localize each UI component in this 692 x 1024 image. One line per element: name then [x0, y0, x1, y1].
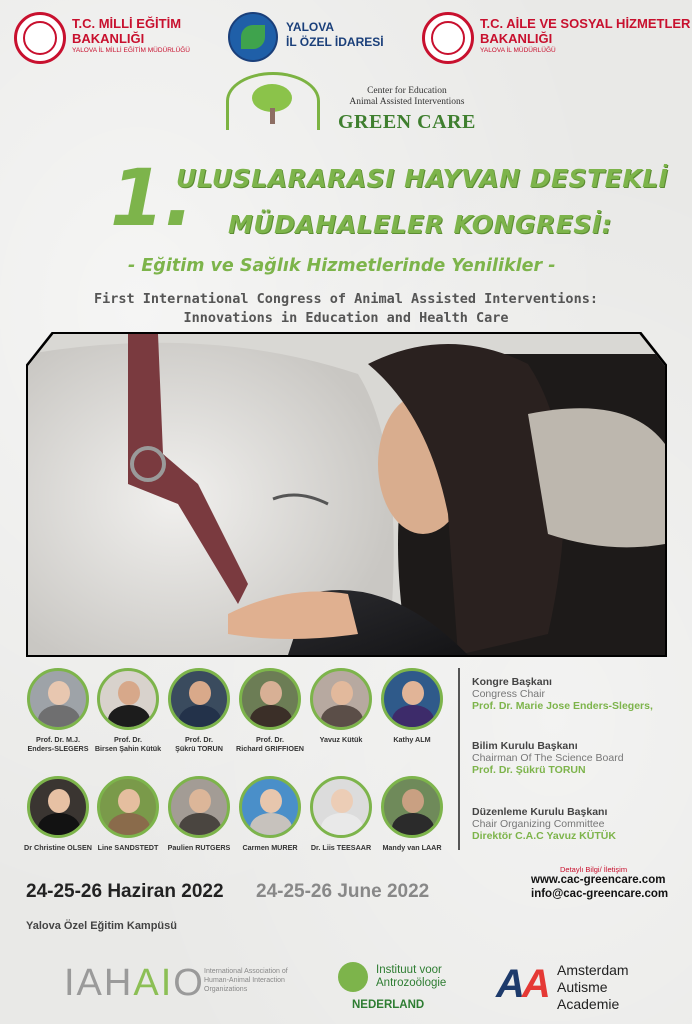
iahaio-sub-line1: International Association of [204, 968, 288, 975]
meb-sub: YALOVA İL MİLLİ EĞİTİM MÜDÜRLÜĞÜ [72, 47, 190, 54]
science-en: Chairman Of The Science Board [472, 752, 624, 764]
committee-organizing [472, 806, 616, 842]
speaker-name-line2: Enders-SLEGERS [27, 744, 89, 753]
speaker-avatar [27, 776, 89, 838]
iahaio-logo [64, 962, 205, 1005]
date-tr: 24-25-26 Haziran 2022 [26, 881, 224, 902]
science-title: Bilim Kurulu Başkanı [472, 740, 578, 752]
green-care-line1: Center for Education [367, 86, 447, 96]
speaker-name-line1: Yavuz Kütük [319, 735, 363, 744]
speaker-avatar [239, 776, 301, 838]
speaker-name: Paulien RUTGERS [167, 843, 231, 852]
subtitle-en [46, 290, 646, 328]
science-name: Prof. Dr. Şükrü TORUN [472, 764, 586, 776]
iahaio-logo-part1: IAH [64, 962, 134, 1004]
subtitle-en-line1: First International Congress of Animal Assisted Interventions: [94, 291, 598, 307]
aaa-line2: Autisme [557, 979, 608, 995]
yalova-line1: YALOVA [286, 20, 335, 34]
committee-chair [472, 676, 653, 712]
contact-block [531, 873, 668, 901]
subtitle-tr: - Eğitim ve Sağlık Hizmetlerinde Yenilikler - [128, 256, 556, 276]
speaker-avatar [381, 668, 443, 730]
green-care-title: GREEN CARE [338, 111, 476, 133]
aile-title-line1: T.C. AİLE VE SOSYAL HİZMETLER [480, 16, 691, 31]
divider [458, 668, 460, 850]
title-line1: ULUSLARARASI HAYVAN DESTEKLİ [176, 164, 669, 193]
speaker-card [368, 776, 456, 852]
speaker-avatar [310, 668, 372, 730]
chair-name: Prof. Dr. Marie Jose Enders-Slegers, [472, 700, 653, 712]
speaker-name-line1: Prof. Dr. M.J. [36, 735, 80, 744]
date-en: 24-25-26 June 2022 [256, 881, 430, 902]
institute-line2: Antrozoölogie [376, 977, 447, 989]
speaker-name-line1: Prof. Dr. [256, 735, 284, 744]
meb-title-line2: BAKANLIĞI [72, 31, 145, 46]
speaker-name: Dr. Liis TEESAAR [310, 843, 372, 852]
green-care-text [338, 86, 476, 134]
website-link[interactable]: www.cac-greencare.com [531, 874, 666, 886]
iahaio-sub-line2: Human-Animal Interaction [204, 977, 285, 984]
aile-sub: YALOVA İL MÜDÜRLÜĞÜ [480, 47, 556, 54]
organizing-en: Chair Organizing Committee [472, 818, 605, 830]
speaker-name-line1: Prof. Dr. [185, 735, 213, 744]
meb-logo-text [72, 16, 190, 55]
yalova-logo-text [286, 20, 384, 50]
chair-title: Kongre Başkanı [472, 676, 552, 688]
aaa-logo-letter1: A [496, 962, 522, 1006]
speaker-name-line2: Birsen Şahin Kütük [94, 744, 162, 753]
contact-label: Detaylı Bilgi/ İletişim [560, 865, 628, 874]
email-link[interactable]: info@cac-greencare.com [531, 888, 669, 900]
speaker-avatar [168, 776, 230, 838]
organizing-title: Düzenleme Kurulu Başkanı [472, 806, 608, 818]
aaa-text [557, 962, 629, 1013]
iahaio-logo-part3: O [173, 962, 205, 1004]
speaker-avatar [381, 776, 443, 838]
iahaio-sub [204, 967, 288, 994]
organizing-name: Direktör C.A.C Yavuz KÜTÜK [472, 830, 616, 842]
iahaio-logo-part2: AI [133, 962, 174, 1004]
green-care-line2: Animal Assisted Interventions [349, 97, 465, 107]
iahaio-sub-line3: Organizations [204, 986, 248, 993]
yalova-seal-icon [228, 12, 278, 62]
yalova-line2: İL ÖZEL İDARESİ [286, 35, 384, 49]
speaker-name-line2: Şükrü TORUN [175, 744, 223, 753]
speaker-avatar [168, 668, 230, 730]
meb-title-line1: T.C. MİLLİ EĞİTİM [72, 16, 182, 31]
congress-number: 1. [110, 154, 194, 244]
chair-en: Congress Chair [472, 688, 545, 700]
speaker-avatar [97, 668, 159, 730]
venue: Yalova Özel Eğitim Kampüsü [26, 920, 177, 932]
speaker-name-line2: Richard GRIFFIOEN [236, 744, 304, 753]
speaker-avatar [27, 668, 89, 730]
speaker-name: Line SANDSTEDT [97, 843, 159, 852]
institute-text [376, 964, 446, 990]
subtitle-en-line2: Innovations in Education and Health Care [183, 310, 509, 326]
speaker-avatar [97, 776, 159, 838]
aile-title-line2: BAKANLIĞI [480, 31, 553, 46]
speaker-card [368, 668, 456, 744]
speaker-name: Mandy van LAAR [382, 843, 442, 852]
aaa-logo [496, 962, 548, 1007]
title-line2: MÜDAHALELER KONGRESİ: [228, 210, 613, 239]
speaker-name: Carmen MURER [242, 843, 298, 852]
institute-line1: Instituut voor [376, 964, 442, 976]
speaker-name: Dr Christine OLSEN [24, 843, 92, 852]
speaker-name-line1: Kathy ALM [393, 735, 431, 744]
committee-science [472, 740, 624, 776]
aile-logo-text [480, 16, 690, 55]
aaa-logo-letter2: A [521, 962, 548, 1006]
institute-country: NEDERLAND [352, 999, 425, 1011]
meb-seal-icon [14, 12, 66, 64]
speaker-avatar [239, 668, 301, 730]
aaa-line3: Academie [557, 996, 620, 1012]
antrozoologie-icon [338, 962, 368, 992]
horse-and-girl-photo [28, 334, 665, 655]
tree-trunk-icon [270, 108, 275, 124]
aile-seal-icon [422, 12, 474, 64]
aaa-line1: Amsterdam [557, 962, 629, 978]
speaker-avatar [310, 776, 372, 838]
speaker-name-line1: Prof. Dr. [114, 735, 142, 744]
hero-photo [26, 332, 667, 657]
